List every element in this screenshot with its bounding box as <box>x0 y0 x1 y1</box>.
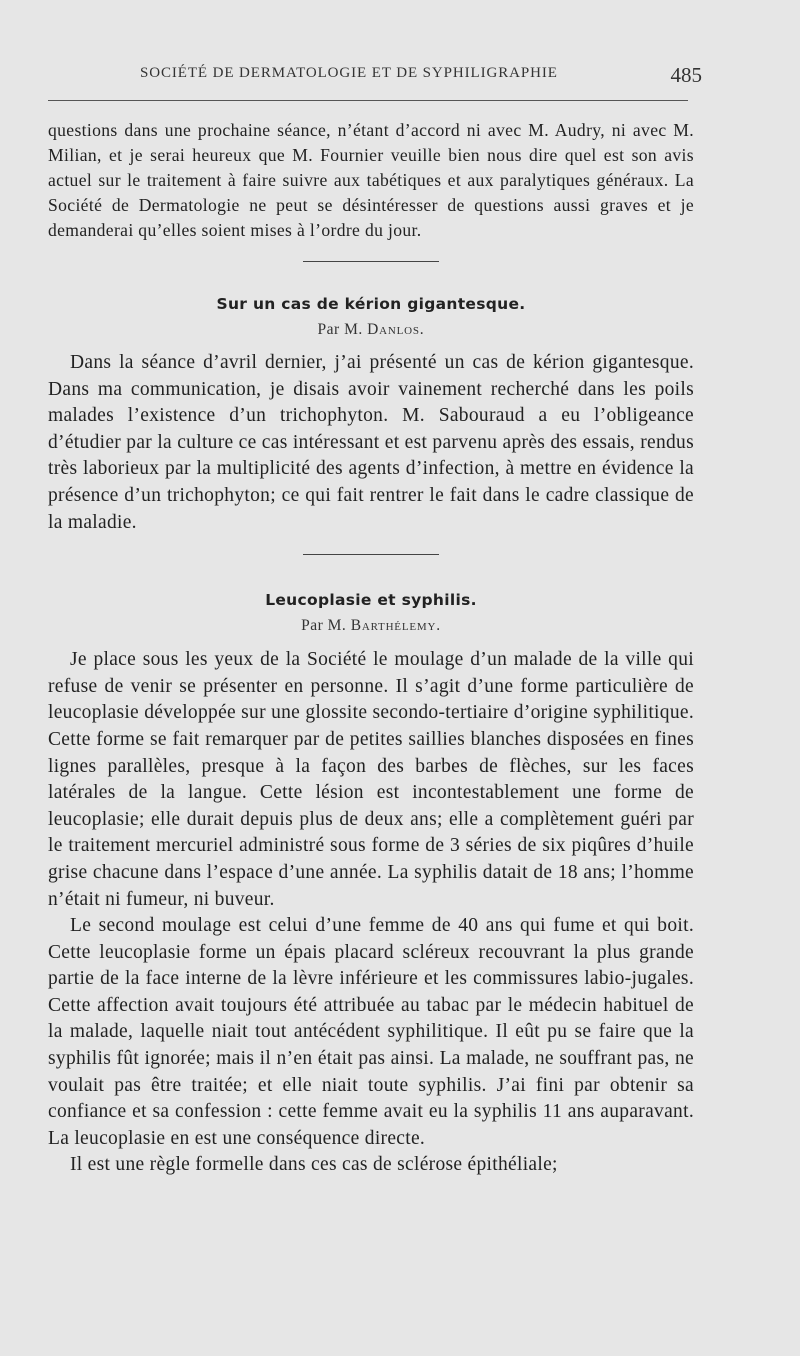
section-separator <box>303 554 439 555</box>
byline-prefix: Par M. <box>301 617 347 635</box>
section-byline <box>48 617 694 635</box>
page-number: 485 <box>670 63 702 87</box>
byline-prefix: Par M. <box>317 321 363 338</box>
section-body <box>48 350 694 536</box>
body-paragraph: Dans la séance d’avril dernier, j’ai présenté un cas de kérion gigantesque. Dans ma communication, je disais avoir vainement recherché dans les poils malades l’existence d’un trichophyton. M. Sabouraud a eu l’obligeance d’étudier par la culture ce cas intéressant et est parvenu après des essais, rendus très laborieux par la multiplicité des agents d’infection, à mettre en évidence la présence d’un trichophyton; ce qui fait rentrer le fait dans le cadre classique de la maladie. <box>48 352 694 533</box>
section-title: Leucoplasie et syphilis. <box>265 591 477 610</box>
page-body <box>48 118 694 1179</box>
header-rule <box>48 100 688 101</box>
section-body <box>48 647 694 1179</box>
running-head-title: SOCIÉTÉ DE DERMATOLOGIE ET DE SYPHILIGRAPHIE <box>140 65 558 81</box>
intro-paragraph: questions dans une prochaine séance, n’étant d’accord ni avec M. Audry, ni avec M. Milian, et je serai heureux que M. Fournier veuille bien nous dire quel est son avis actuel sur le traitement à faire suivre aux tabétiques et aux paralytiques généraux. La Société de Dermatologie ne peut se désintéresser de questions aussi graves et je demanderai qu’elles soient mises à l’ordre du jour. <box>48 120 694 240</box>
body-paragraph: Il est une règle formelle dans ces cas de sclérose épithéliale; <box>70 1154 558 1176</box>
byline-author: Danlos. <box>367 321 425 338</box>
section-separator <box>303 261 439 262</box>
byline-author: Barthélemy. <box>350 617 441 635</box>
running-head <box>48 63 702 89</box>
body-paragraph: Je place sous les yeux de la Société le moulage d’un malade de la ville qui refuse de venir se présenter en personne. Il s’agit d’une forme particulière de leucoplasie développée sur une glossite secondo-tertiaire d’origine syphilitique. Cette forme se fait remarquer par de petites saillies blanches disposées en fines lignes parallèles, presque à la façon des barbes de flèches, sur les faces latérales de la langue. Cette lésion est incontestablement une forme de leucoplasie; elle durait depuis plus de deux ans; elle a complètement guéri par le traitement mercuriel administré sous forme de 3 séries de six piqûres d’huile grise chacune dans l’espace d’une année. La syphilis datait de 18 ans; l’homme n’était ni fumeur, ni buveur. <box>48 649 694 910</box>
section-title: Sur un cas de kérion gigantesque. <box>216 295 526 313</box>
intro-block <box>48 118 694 243</box>
body-paragraph: Le second moulage est celui d’une femme de 40 ans qui fume et qui boit. Cette leucoplasie forme un épais placard scléreux recouvrant la plus grande partie de la face interne de la lèvre inférieure et les commissures labio-jugales. Cette affection avait toujours été attribuée au tabac par le médecin habituel de la malade, laquelle niait tout antécédent syphilitique. Il eût pu se faire que la syphilis fût ignorée; mais il n’en était pas ainsi. La malade, ne souffrant pas, ne voulait pas être traitée; et elle niait toute syphilis. J’ai fini par obtenir sa confiance et sa confession : cette femme avait eu la syphilis 11 ans auparavant. La leucoplasie en est une conséquence directe. <box>48 915 694 1149</box>
section-byline <box>48 321 694 339</box>
